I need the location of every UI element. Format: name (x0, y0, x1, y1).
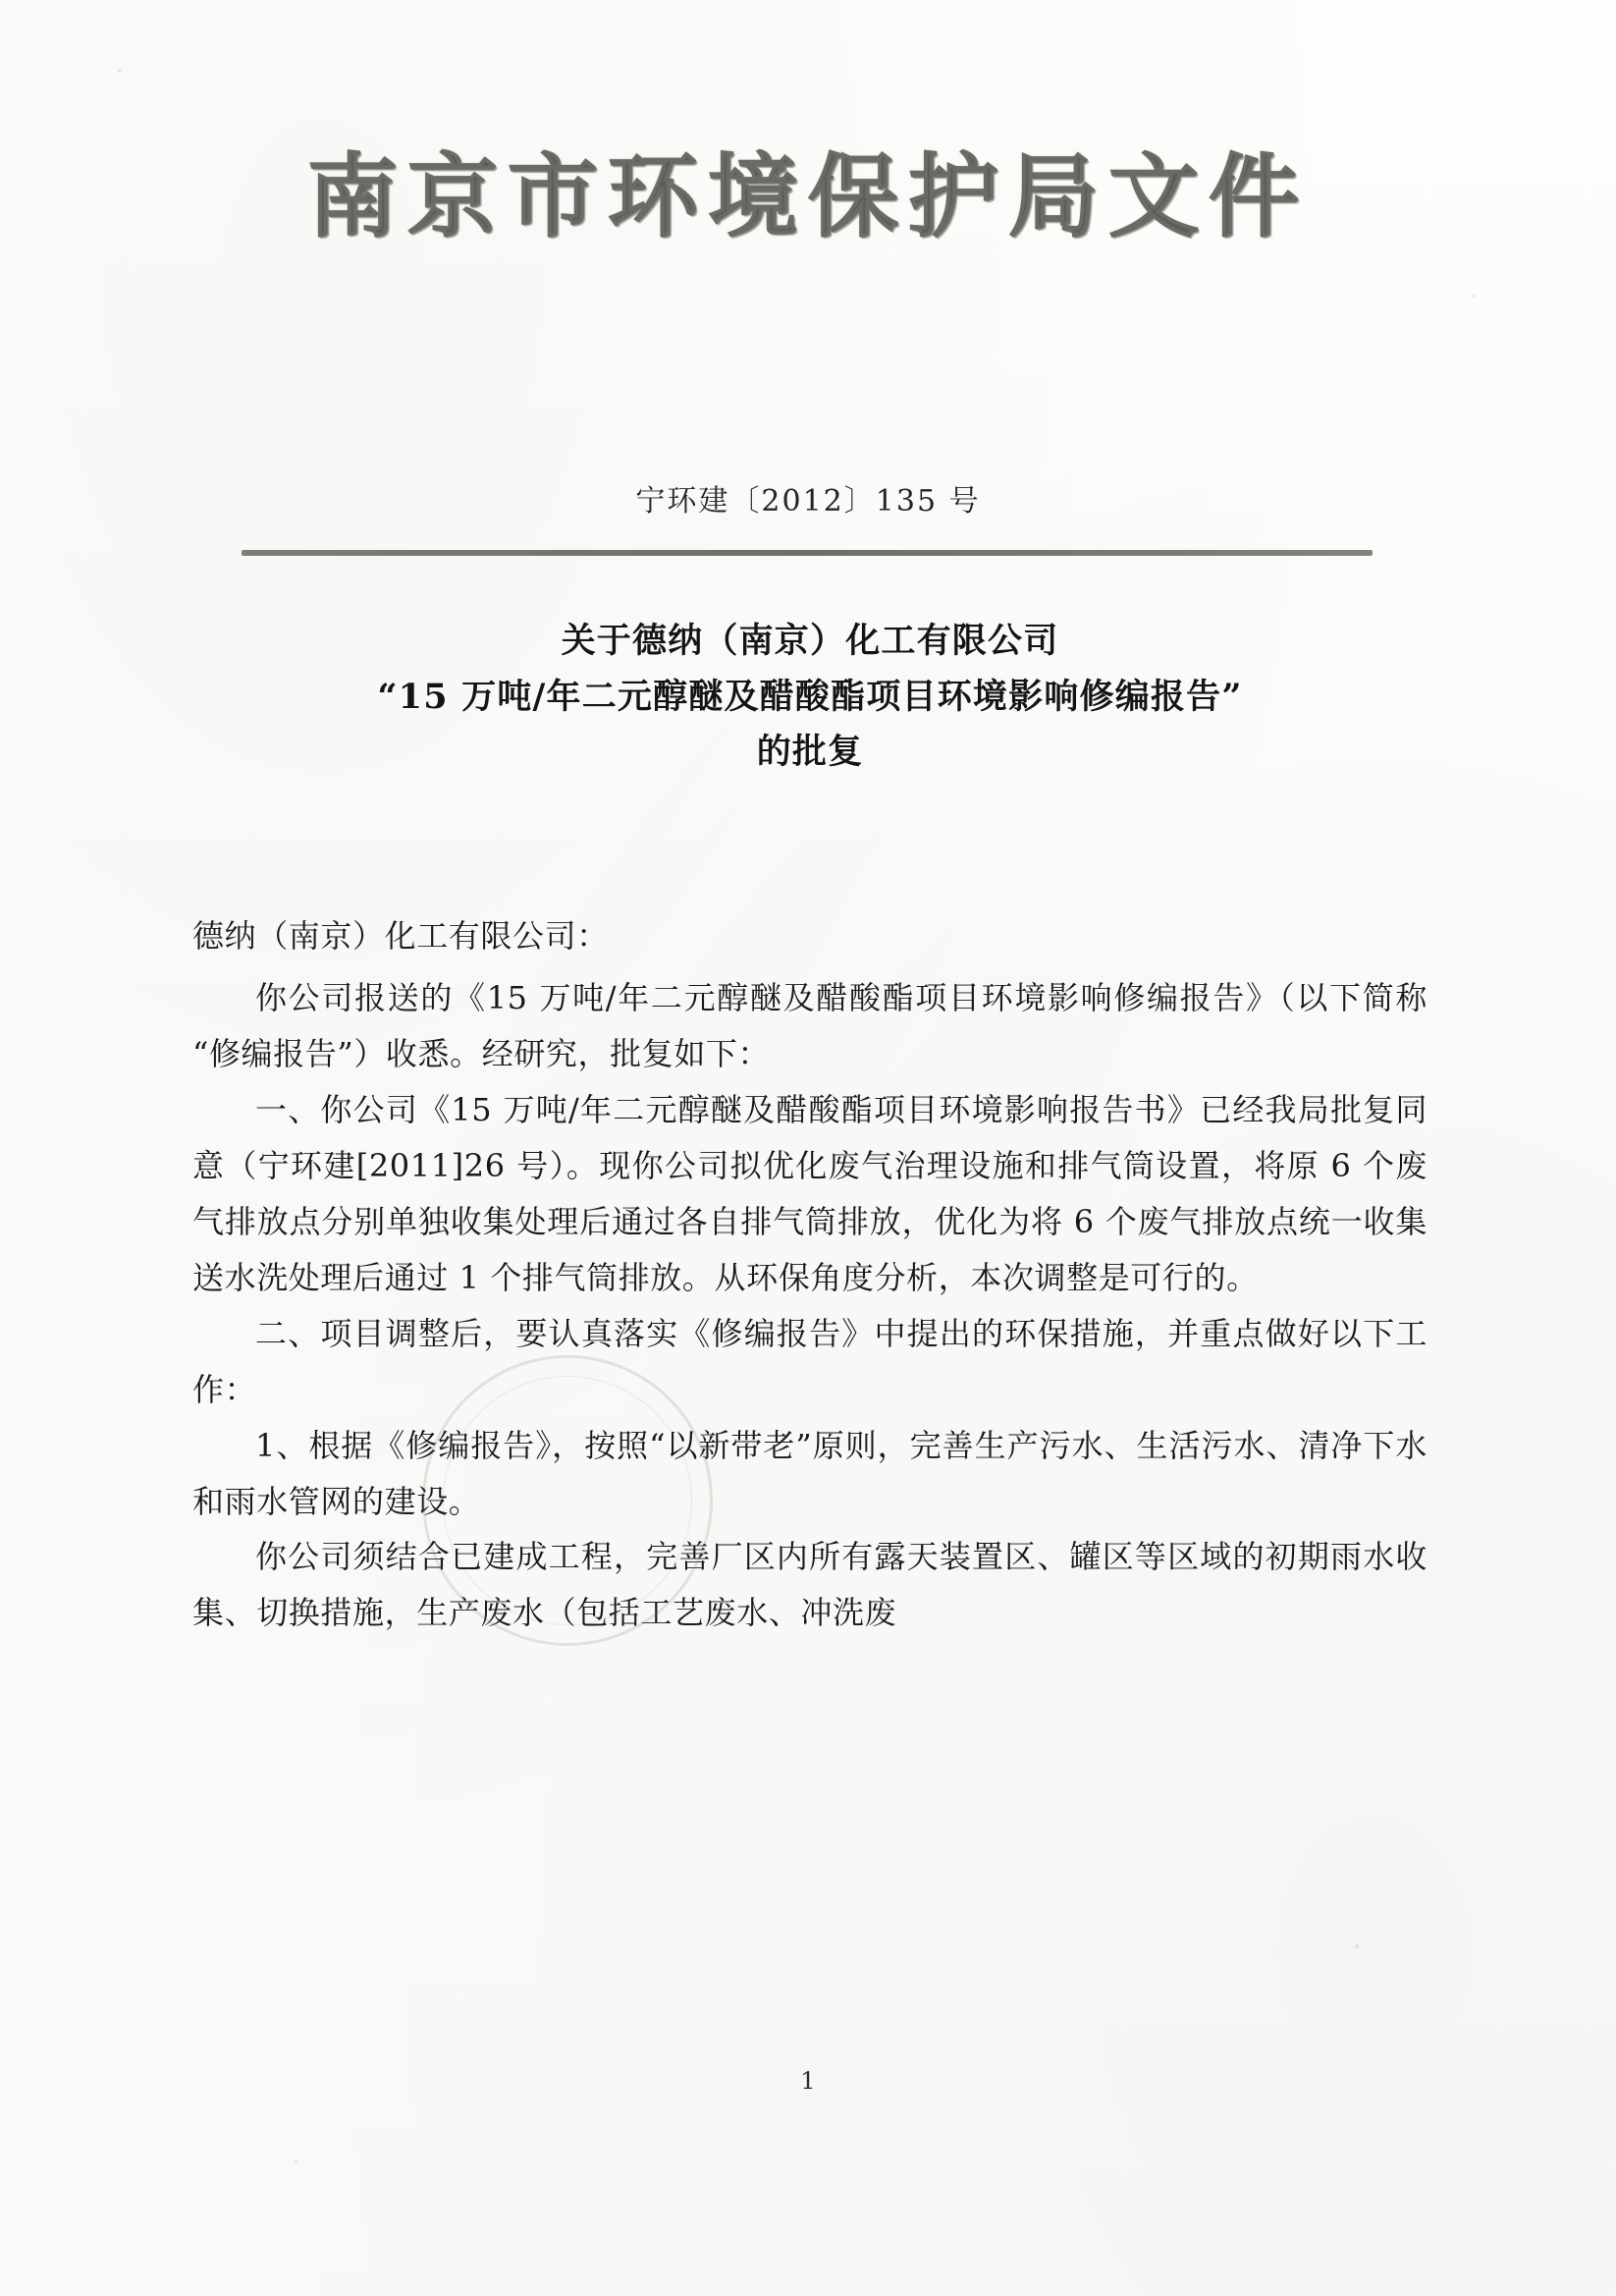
body-paragraph-1: 你公司报送的《15 万吨/年二元醇醚及醋酸酯项目环境影响修编报告》（以下简称“修编报告”）收悉。经研究，批复如下： (192, 978, 1427, 1072)
scan-speckle (118, 69, 122, 73)
scan-speckle (1473, 295, 1476, 298)
document-title (187, 614, 1433, 781)
body-paragraph-5: 你公司须结合已建成工程，完善厂区内所有露天装置区、罐区等区域的初期雨水收集、切换措施，生产废水（包括工艺废水、冲洗废 (192, 1538, 1427, 1632)
salutation: 德纳（南京）化工有限公司： (192, 917, 609, 955)
body-paragraph-4: 1、根据《修编报告》，按照“以新带老”原则，完善生产污水、生活污水、清净下水和雨水管网的建设。 (192, 1426, 1427, 1520)
document-title-line-2: “15 万吨/年二元醇醚及醋酸酯项目环境影响修编报告” (377, 676, 1243, 717)
body-paragraph-2: 一、你公司《15 万吨/年二元醇醚及醋酸酯项目环境影响报告书》已经我局批复同意（宁环建[2011]26 号）。现你公司拟优化废气治理设施和排气筒设置，将原 6 个废气排放点分别单独收集处理后通过各自排气筒排放，优化为将 6 个废气排放点统一收集送水洗处理后通过 1 个排气筒排放。从环保角度分析，本次调整是可行的。 (192, 1090, 1427, 1296)
document-body (192, 908, 1427, 1641)
masthead (0, 143, 1616, 249)
scan-speckle (1355, 1944, 1359, 1948)
document-title-line-1: 关于德纳（南京）化工有限公司 (561, 621, 1059, 661)
page-number: 1 (800, 2067, 816, 2095)
scan-speckle (295, 2160, 297, 2163)
document-number: 宁环建〔2012〕135 号 (635, 484, 981, 519)
header-divider-rule (242, 550, 1373, 556)
body-paragraph-3: 二、项目调整后，要认真落实《修编报告》中提出的环保措施，并重点做好以下工作： (192, 1314, 1427, 1408)
masthead-title: 南京市环境保护局文件 (306, 143, 1309, 249)
document-title-line-3: 的批复 (756, 732, 864, 773)
